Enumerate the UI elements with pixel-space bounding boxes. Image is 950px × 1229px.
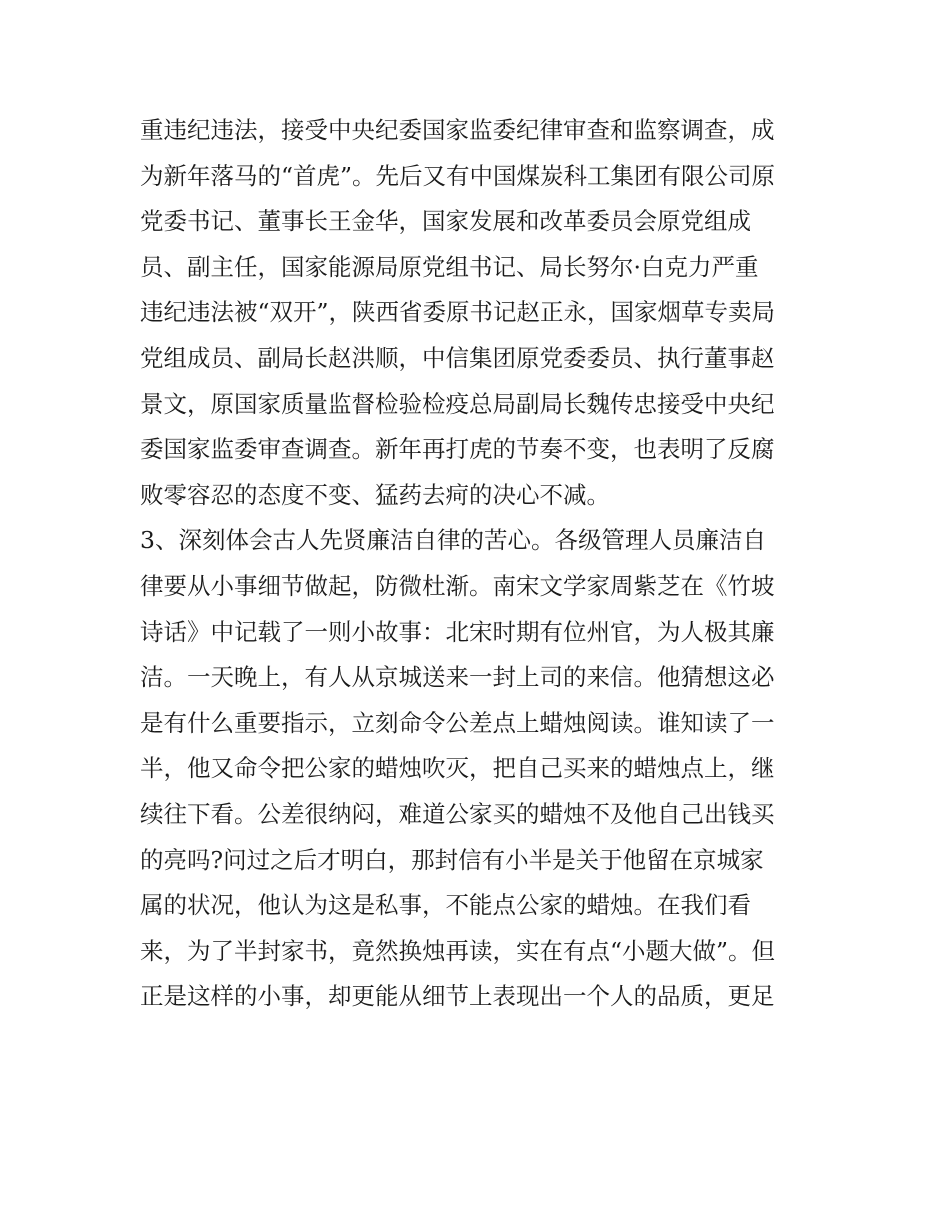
text-line: 党组成员、副局长赵洪顺，中信集团原党委委员、执行董事赵	[140, 343, 775, 372]
text-line: 续往下看。公差很纳闷，难道公家买的蜡烛不及他自己出钱买	[140, 799, 775, 828]
text-line: 委国家监委审查调查。新年再打虎的节奏不变，也表明了反腐	[140, 435, 775, 464]
text-line: 是有什么重要指示，立刻命令公差点上蜡烛阅读。谁知读了一	[140, 708, 775, 737]
text-line: 诗话》中记载了一则小故事：北宋时期有位州官，为人极其廉	[140, 617, 775, 646]
text-line: 败零容忍的态度不变、猛药去疴的决心不减。	[140, 480, 610, 509]
text-line: 员、副主任，国家能源局原党组书记、局长努尔·白克力严重	[140, 252, 759, 281]
text-line: 党委书记、董事长王金华，国家发展和改革委员会原党组成	[140, 207, 751, 236]
text-line: 属的状况，他认为这是私事，不能点公家的蜡烛。在我们看	[140, 891, 751, 920]
text-line: 3、深刻体会古人先贤廉洁自律的苦心。各级管理人员廉洁自	[140, 526, 766, 555]
text-line: 景文，原国家质量监督检验检疫总局副局长魏传忠接受中央纪	[140, 389, 775, 418]
text-line: 洁。一天晚上，有人从京城送来一封上司的来信。他猜想这必	[140, 663, 775, 692]
body-text	[140, 108, 820, 1020]
text-line: 重违纪违法，接受中央纪委国家监委纪律审查和监察调查，成	[140, 116, 775, 144]
text-line: 律要从小事细节做起，防微杜渐。南宋文学家周紫芝在《竹坡	[140, 571, 775, 600]
text-line: 半，他又命令把公家的蜡烛吹灭，把自己买来的蜡烛点上，继	[140, 754, 775, 783]
text-line: 违纪违法被“双开”，陕西省委原书记赵正永，国家烟草专卖局	[140, 298, 776, 327]
text-line: 来，为了半封家书，竟然换烛再读，实在有点“小题大做”。但	[140, 936, 776, 965]
text-line: 为新年落马的“首虎”。先后又有中国煤炭科工集团有限公司原	[140, 161, 776, 190]
text-line: 的亮吗?问过之后才明白，那封信有小半是关于他留在京城家	[140, 845, 764, 874]
text-line: 正是这样的小事，却更能从细节上表现出一个人的品质，更足	[140, 982, 775, 1011]
